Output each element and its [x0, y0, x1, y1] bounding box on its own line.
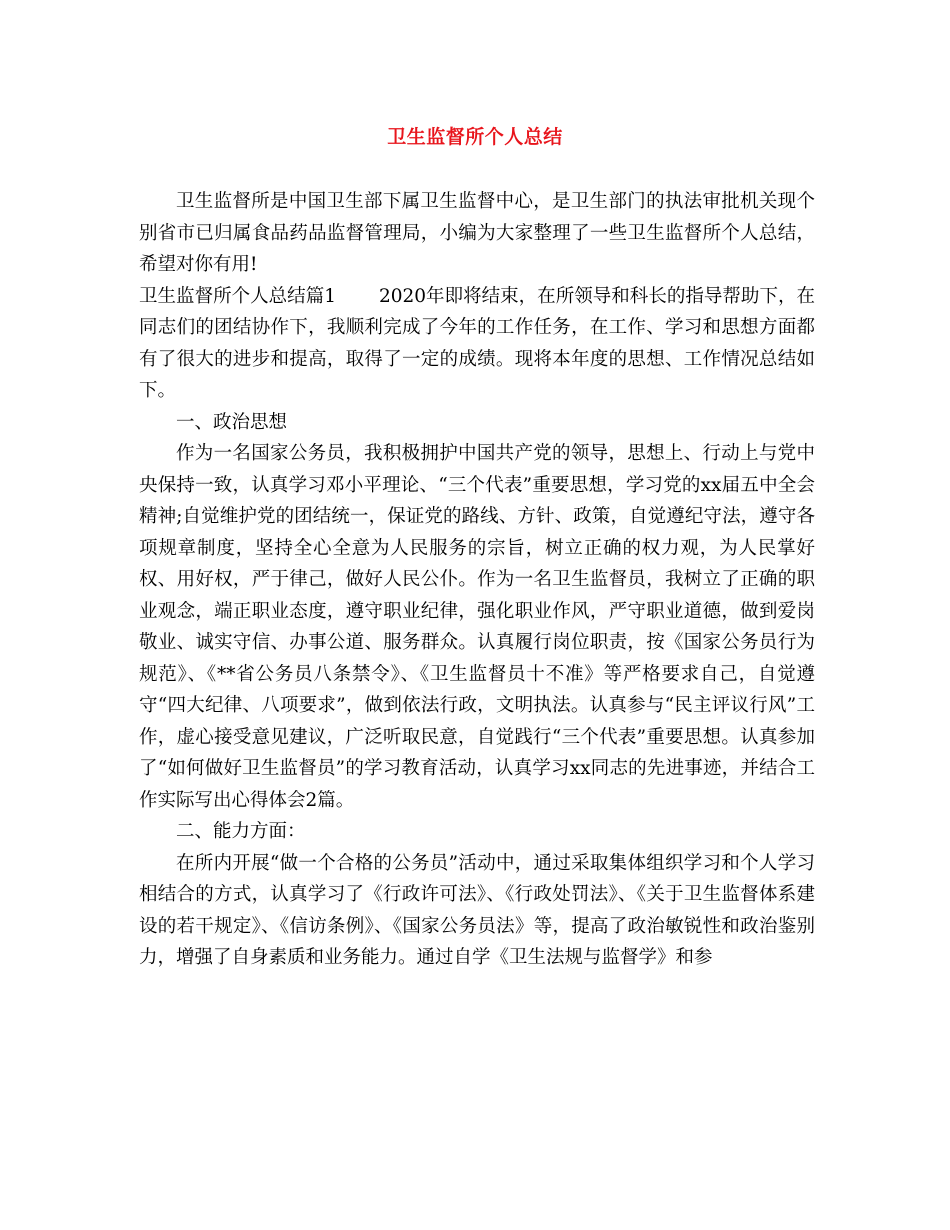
- paragraph-intro: 卫生监督所是中国卫生部下属卫生监督中心，是卫生部门的执法审批机关现个别省市已归属食品药品监督管理局，小编为大家整理了一些卫生监督所个人总结，希望对你有用!: [139, 191, 815, 275]
- heading-ability: 二、能力方面：: [176, 821, 306, 842]
- document-title: 卫生监督所个人总结: [387, 126, 563, 148]
- document-body: [139, 186, 815, 974]
- heading-political-thought: 一、政治思想: [176, 411, 288, 433]
- paragraph-political-thought: 作为一名国家公务员，我积极拥护中国共产党的领导，思想上、行动上与党中央保持一致，认真学习邓小平理论、“三个代表”重要思想，学习党的xx届五中全会精神;自觉维护党的团结统一，保证党的路线、方针、政策，自觉遵纪守法，遵守各项规章制度，坚持全心全意为人民服务的宗旨，树立正确的权力观，为人民掌好权、用好权，严于律己，做好人民公仆。作为一名卫生监督员，我树立了正确的职业观念，端正职业态度，遵守职业纪律，强化职业作风，严守职业道德，做到爱岗敬业、诚实守信、办事公道、服务群众。认真履行岗位职责，按《国家公务员行为规范》、《**省公务员八条禁令》、《卫生监督员十不准》等严格要求自己，自觉遵守“四大纪律、八项要求”，做到依法行政，文明执法。认真参与“民主评议行风”工作，虚心接受意见建议，广泛听取民意，自觉践行“三个代表”重要思想。认真参加了“如何做好卫生监督员”的学习教育活动，认真学习xx同志的先进事迹，并结合工作实际写出心得体会2篇。: [139, 443, 815, 811]
- paragraph-ability: 在所内开展“做一个合格的公务员”活动中，通过采取集体组织学习和个人学习相结合的方式，认真学习了《行政许可法》、《行政处罚法》、《关于卫生监督体系建设的若干规定》、《信访条例》、《国家公务员法》等，提高了政治敏锐性和政治鉴别力，增强了自身素质和业务能力。通过自学《卫生法规与监督学》和参: [139, 852, 815, 968]
- paragraph-section-1-opening: 卫生监督所个人总结篇1 2020年即将结束，在所领导和科长的指导帮助下，在同志们的团结协作下，我顺利完成了今年的工作任务，在工作、学习和思想方面都有了很大的进步和提高，取得了一定的成绩。现将本年度的思想、工作情况总结如下。: [139, 285, 815, 401]
